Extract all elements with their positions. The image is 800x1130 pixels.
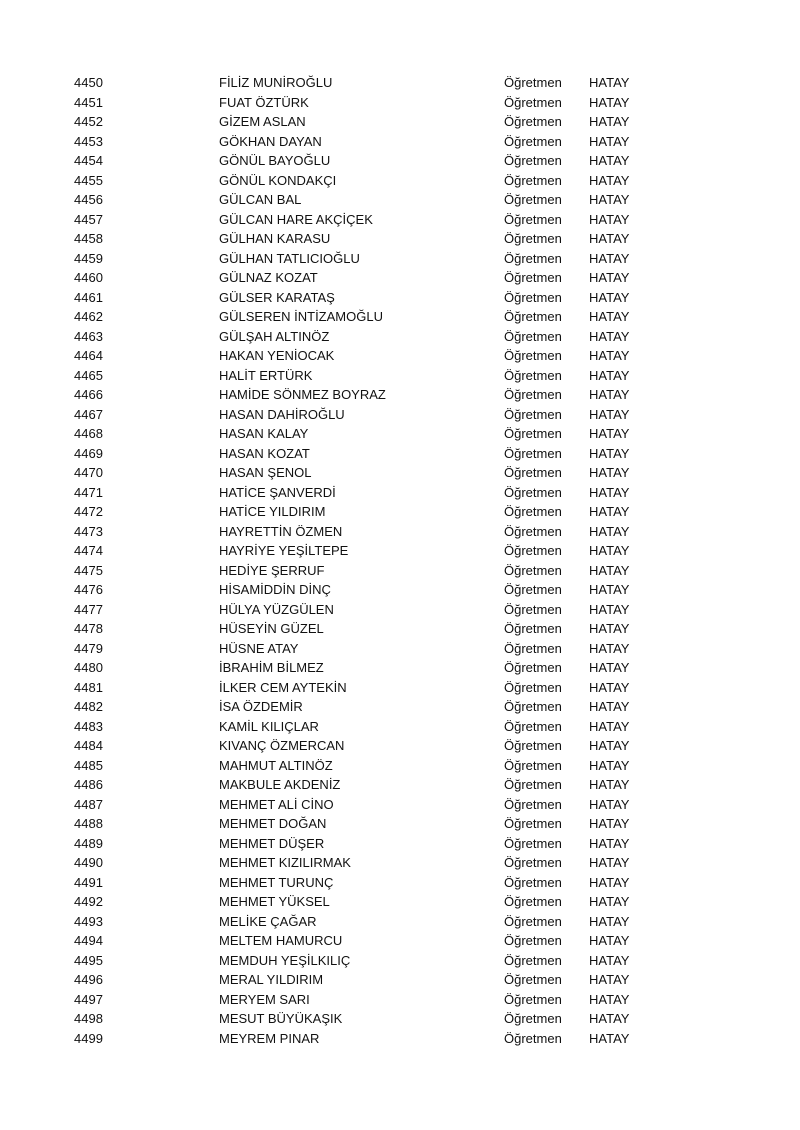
row-number: 4474 [74,543,103,558]
row-number: 4490 [74,855,103,870]
role-title: Öğretmen [504,777,562,792]
city-name: HATAY [589,816,630,831]
role-title: Öğretmen [504,894,562,909]
person-name: HÜSEYİN GÜZEL [219,621,324,636]
table-row [0,990,800,1010]
city-name: HATAY [589,660,630,675]
city-name: HATAY [589,699,630,714]
row-number: 4459 [74,250,103,266]
city-name: HATAY [589,328,630,344]
role-title: Öğretmen [504,991,562,1007]
role-title: Öğretmen [504,835,562,851]
table-row [0,795,800,815]
row-number: 4456 [74,192,103,207]
row-number: 4463 [74,328,103,344]
table-row [0,892,800,912]
city-name: HATAY [589,406,630,422]
city-name: HATAY [589,777,630,792]
row-number: 4485 [74,757,103,773]
person-name: MERAL YILDIRIM [219,972,324,987]
city-name: HATAY [589,952,630,968]
city-name: HATAY [589,835,630,851]
city-name: HATAY [589,75,630,90]
person-name: MEHMET TURUNÇ [219,874,334,890]
table-row [0,502,800,522]
city-name: HATAY [589,894,630,909]
person-name: KIVANÇ ÖZMERCAN [219,738,345,753]
table-row [0,268,800,288]
role-title: Öğretmen [504,933,562,948]
role-title: Öğretmen [504,601,562,617]
table-row [0,463,800,483]
person-name: İSA ÖZDEMİR [219,699,303,714]
city-name: HATAY [589,250,630,266]
row-number: 4479 [74,640,103,656]
person-name: MEHMET DÜŞER [219,835,325,851]
person-name: KAMİL KILIÇLAR [219,718,319,734]
role-title: Öğretmen [504,484,562,500]
role-title: Öğretmen [504,94,562,110]
role-title: Öğretmen [504,796,562,812]
table-row [0,853,800,873]
row-number: 4453 [74,133,103,149]
person-name: HATİCE ŞANVERDİ [219,484,336,500]
role-title: Öğretmen [504,387,562,402]
table-row [0,814,800,834]
role-title: Öğretmen [504,874,562,890]
person-name: HATİCE YILDIRIM [219,504,326,519]
row-number: 4482 [74,699,103,714]
city-name: HATAY [589,289,630,305]
role-title: Öğretmen [504,913,562,929]
table-row [0,736,800,756]
role-title: Öğretmen [504,679,562,695]
row-number: 4486 [74,777,103,792]
role-title: Öğretmen [504,543,562,558]
role-title: Öğretmen [504,426,562,441]
city-name: HATAY [589,426,630,441]
city-name: HATAY [589,523,630,539]
row-number: 4467 [74,406,103,422]
row-number: 4481 [74,679,103,695]
city-name: HATAY [589,133,630,149]
city-name: HATAY [589,796,630,812]
person-name: FİLİZ MUNİROĞLU [219,75,333,90]
role-title: Öğretmen [504,270,562,285]
row-number: 4493 [74,913,103,929]
city-name: HATAY [589,972,630,987]
city-name: HATAY [589,172,630,188]
person-name: GÜLSER KARATAŞ [219,289,335,305]
role-title: Öğretmen [504,153,562,168]
person-name: HASAN KOZAT [219,445,310,461]
city-name: HATAY [589,94,630,110]
table-row [0,678,800,698]
person-name: HASAN KALAY [219,426,309,441]
role-title: Öğretmen [504,289,562,305]
city-name: HATAY [589,504,630,519]
table-row [0,210,800,230]
role-title: Öğretmen [504,582,562,597]
row-number: 4484 [74,738,103,753]
row-number: 4457 [74,211,103,227]
role-title: Öğretmen [504,718,562,734]
table-row [0,717,800,737]
row-number: 4487 [74,796,103,812]
person-name: HAMİDE SÖNMEZ BOYRAZ [219,387,386,402]
city-name: HATAY [589,484,630,500]
city-name: HATAY [589,562,630,578]
table-row [0,190,800,210]
city-name: HATAY [589,757,630,773]
person-name: GÜLHAN KARASU [219,231,331,246]
person-name: GÜLŞAH ALTINÖZ [219,328,330,344]
row-number: 4489 [74,835,103,851]
role-title: Öğretmen [504,562,562,578]
table-row [0,112,800,132]
city-name: HATAY [589,1030,630,1046]
table-row [0,1009,800,1029]
table-row [0,405,800,425]
row-number: 4462 [74,309,103,324]
city-name: HATAY [589,738,630,753]
person-name: MEMDUH YEŞİLKILIÇ [219,952,351,968]
table-row [0,912,800,932]
row-number: 4451 [74,94,103,110]
table-row [0,424,800,444]
role-title: Öğretmen [504,172,562,188]
person-name: HALİT ERTÜRK [219,367,313,383]
role-title: Öğretmen [504,192,562,207]
role-title: Öğretmen [504,660,562,675]
role-title: Öğretmen [504,309,562,324]
table-row [0,697,800,717]
role-title: Öğretmen [504,640,562,656]
role-title: Öğretmen [504,757,562,773]
city-name: HATAY [589,913,630,929]
role-title: Öğretmen [504,1030,562,1046]
table-row [0,522,800,542]
person-name: İBRAHİM BİLMEZ [219,660,324,675]
row-number: 4468 [74,426,103,441]
person-name: İLKER CEM AYTEKİN [219,679,347,695]
city-name: HATAY [589,231,630,246]
person-name: HEDİYE ŞERRUF [219,562,325,578]
person-name: GÜLCAN BAL [219,192,302,207]
row-number: 4477 [74,601,103,617]
table-row [0,561,800,581]
row-number: 4478 [74,621,103,636]
city-name: HATAY [589,582,630,597]
city-name: HATAY [589,621,630,636]
role-title: Öğretmen [504,133,562,149]
row-number: 4480 [74,660,103,675]
person-name: GÖNÜL BAYOĞLU [219,153,331,168]
role-title: Öğretmen [504,816,562,831]
role-title: Öğretmen [504,621,562,636]
row-number: 4465 [74,367,103,383]
city-name: HATAY [589,114,630,129]
table-row [0,93,800,113]
row-number: 4495 [74,952,103,968]
table-row [0,444,800,464]
person-name: MEHMET ALİ CİNO [219,796,334,812]
city-name: HATAY [589,309,630,324]
city-name: HATAY [589,679,630,695]
role-title: Öğretmen [504,250,562,266]
person-name: HASAN ŞENOL [219,465,312,480]
row-number: 4473 [74,523,103,539]
row-number: 4455 [74,172,103,188]
table-row [0,132,800,152]
person-name: GÜLSEREN İNTİZAMOĞLU [219,309,383,324]
role-title: Öğretmen [504,738,562,753]
city-name: HATAY [589,718,630,734]
table-row [0,171,800,191]
table-row [0,229,800,249]
person-name: GÜLCAN HARE AKÇİÇEK [219,211,373,227]
person-name: MELİKE ÇAĞAR [219,913,317,929]
role-title: Öğretmen [504,75,562,90]
role-title: Öğretmen [504,523,562,539]
row-number: 4469 [74,445,103,461]
city-name: HATAY [589,387,630,402]
table-row [0,834,800,854]
table-row [0,346,800,366]
table-row [0,73,800,93]
city-name: HATAY [589,465,630,480]
row-number: 4454 [74,153,103,168]
role-title: Öğretmen [504,952,562,968]
row-number: 4483 [74,718,103,734]
person-name: HİSAMİDDİN DİNÇ [219,582,331,597]
row-number: 4461 [74,289,103,305]
person-name: HÜLYA YÜZGÜLEN [219,601,334,617]
table-row [0,307,800,327]
city-name: HATAY [589,640,630,656]
city-name: HATAY [589,855,630,870]
table-row [0,1029,800,1049]
row-number: 4488 [74,816,103,831]
row-number: 4470 [74,465,103,480]
row-number: 4498 [74,1011,103,1026]
row-number: 4497 [74,991,103,1007]
row-number: 4458 [74,231,103,246]
table-row [0,541,800,561]
table-row [0,873,800,893]
person-name: GİZEM ASLAN [219,114,306,129]
city-name: HATAY [589,192,630,207]
row-number: 4496 [74,972,103,987]
person-name: GÜLHAN TATLICIOĞLU [219,250,360,266]
table-row [0,483,800,503]
row-number: 4491 [74,874,103,890]
table-row [0,600,800,620]
personnel-table [0,73,800,1048]
role-title: Öğretmen [504,699,562,714]
person-name: MEHMET DOĞAN [219,816,327,831]
table-row [0,970,800,990]
city-name: HATAY [589,445,630,461]
role-title: Öğretmen [504,1011,562,1026]
person-name: MAKBULE AKDENİZ [219,777,341,792]
role-title: Öğretmen [504,465,562,480]
table-row [0,151,800,171]
table-row [0,366,800,386]
table-row [0,385,800,405]
role-title: Öğretmen [504,972,562,987]
person-name: HASAN DAHİROĞLU [219,406,345,422]
city-name: HATAY [589,1011,630,1026]
row-number: 4475 [74,562,103,578]
role-title: Öğretmen [504,406,562,422]
role-title: Öğretmen [504,504,562,519]
person-name: HAYRETTİN ÖZMEN [219,523,343,539]
table-row [0,775,800,795]
table-row [0,639,800,659]
city-name: HATAY [589,367,630,383]
person-name: MERYEM SARI [219,991,310,1007]
row-number: 4499 [74,1030,103,1046]
person-name: HAKAN YENİOCAK [219,348,335,363]
person-name: GÖNÜL KONDAKÇI [219,172,337,188]
person-name: MESUT BÜYÜKAŞIK [219,1011,343,1026]
row-number: 4472 [74,504,103,519]
table-row [0,931,800,951]
person-name: MAHMUT ALTINÖZ [219,757,333,773]
table-row [0,580,800,600]
city-name: HATAY [589,933,630,948]
person-name: GÖKHAN DAYAN [219,133,322,149]
role-title: Öğretmen [504,367,562,383]
city-name: HATAY [589,153,630,168]
row-number: 4452 [74,114,103,129]
person-name: MELTEM HAMURCU [219,933,343,948]
table-row [0,327,800,347]
person-name: MEHMET YÜKSEL [219,894,330,909]
row-number: 4492 [74,894,103,909]
row-number: 4450 [74,75,103,90]
role-title: Öğretmen [504,328,562,344]
row-number: 4471 [74,484,103,500]
role-title: Öğretmen [504,114,562,129]
role-title: Öğretmen [504,445,562,461]
person-name: HAYRİYE YEŞİLTEPE [219,543,349,558]
row-number: 4466 [74,387,103,402]
role-title: Öğretmen [504,211,562,227]
row-number: 4464 [74,348,103,363]
table-row [0,951,800,971]
person-name: HÜSNE ATAY [219,640,299,656]
city-name: HATAY [589,348,630,363]
city-name: HATAY [589,601,630,617]
city-name: HATAY [589,211,630,227]
table-row [0,619,800,639]
table-row [0,658,800,678]
person-name: MEHMET KIZILIRMAK [219,855,351,870]
city-name: HATAY [589,270,630,285]
person-name: GÜLNAZ KOZAT [219,270,318,285]
person-name: FUAT ÖZTÜRK [219,94,309,110]
row-number: 4460 [74,270,103,285]
table-row [0,756,800,776]
city-name: HATAY [589,991,630,1007]
role-title: Öğretmen [504,231,562,246]
row-number: 4476 [74,582,103,597]
role-title: Öğretmen [504,855,562,870]
role-title: Öğretmen [504,348,562,363]
city-name: HATAY [589,543,630,558]
row-number: 4494 [74,933,103,948]
table-row [0,249,800,269]
person-name: MEYREM PINAR [219,1030,320,1046]
table-row [0,288,800,308]
city-name: HATAY [589,874,630,890]
